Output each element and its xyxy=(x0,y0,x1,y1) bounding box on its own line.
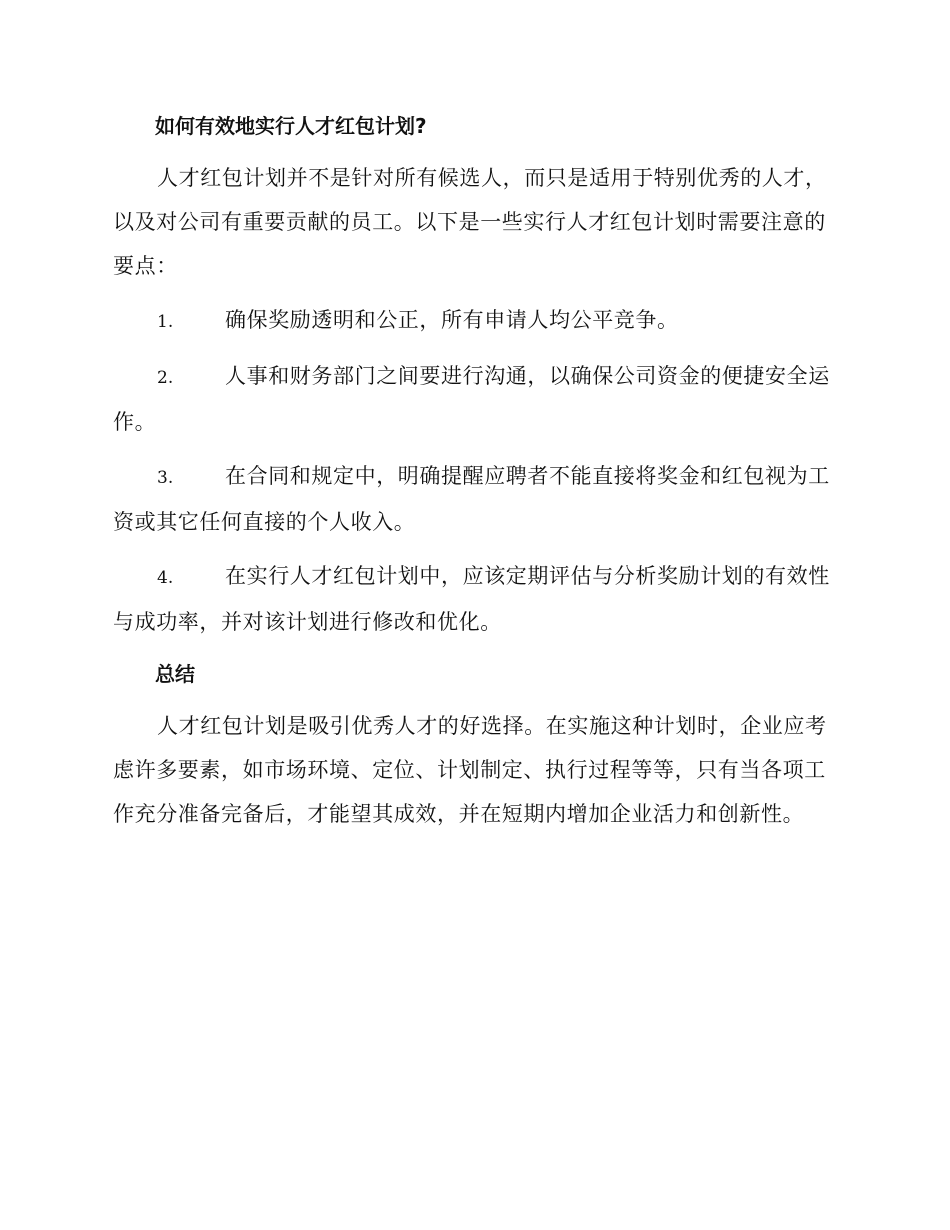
list-item-number: 2. xyxy=(157,368,174,388)
list-item-number: 1. xyxy=(157,312,174,332)
section-heading-summary: 总结 xyxy=(155,662,195,686)
list-item-text: 在合同和规定中，明确提醒应聘者不能直接将奖金和红包视为工资或其它任何直接的个人收入。 xyxy=(113,464,830,534)
list-item xyxy=(113,454,838,544)
list-item-number: 3. xyxy=(157,468,174,488)
summary-paragraph: 人才红包计划是吸引优秀人才的好选择。在实施这种计划时，企业应考虑许多要素，如市场环境、定位、计划制定、执行过程等等，只有当各项工作充分准备完备后，才能望其成效，并在短期内增加企业活力和创新性。 xyxy=(113,714,827,826)
list-item xyxy=(113,554,838,644)
section-heading-how-to: 如何有效地实行人才红包计划? xyxy=(155,114,427,138)
intro-paragraph: 人才红包计划并不是针对所有候选人，而只是适用于特别优秀的人才，以及对公司有重要贡献的员工。以下是一些实行人才红包计划时需要注意的要点： xyxy=(113,166,827,278)
document-content xyxy=(113,106,838,846)
list-item xyxy=(113,354,838,444)
list-item-text: 在实行人才红包计划中，应该定期评估与分析奖励计划的有效性与成功率，并对该计划进行修改和优化。 xyxy=(113,564,830,634)
list-item xyxy=(113,298,838,344)
list-item-text: 确保奖励透明和公正，所有申请人均公平竞争。 xyxy=(225,308,679,332)
list-item-number: 4. xyxy=(157,568,174,588)
list-item-text: 人事和财务部门之间要进行沟通，以确保公司资金的便捷安全运作。 xyxy=(113,364,830,434)
